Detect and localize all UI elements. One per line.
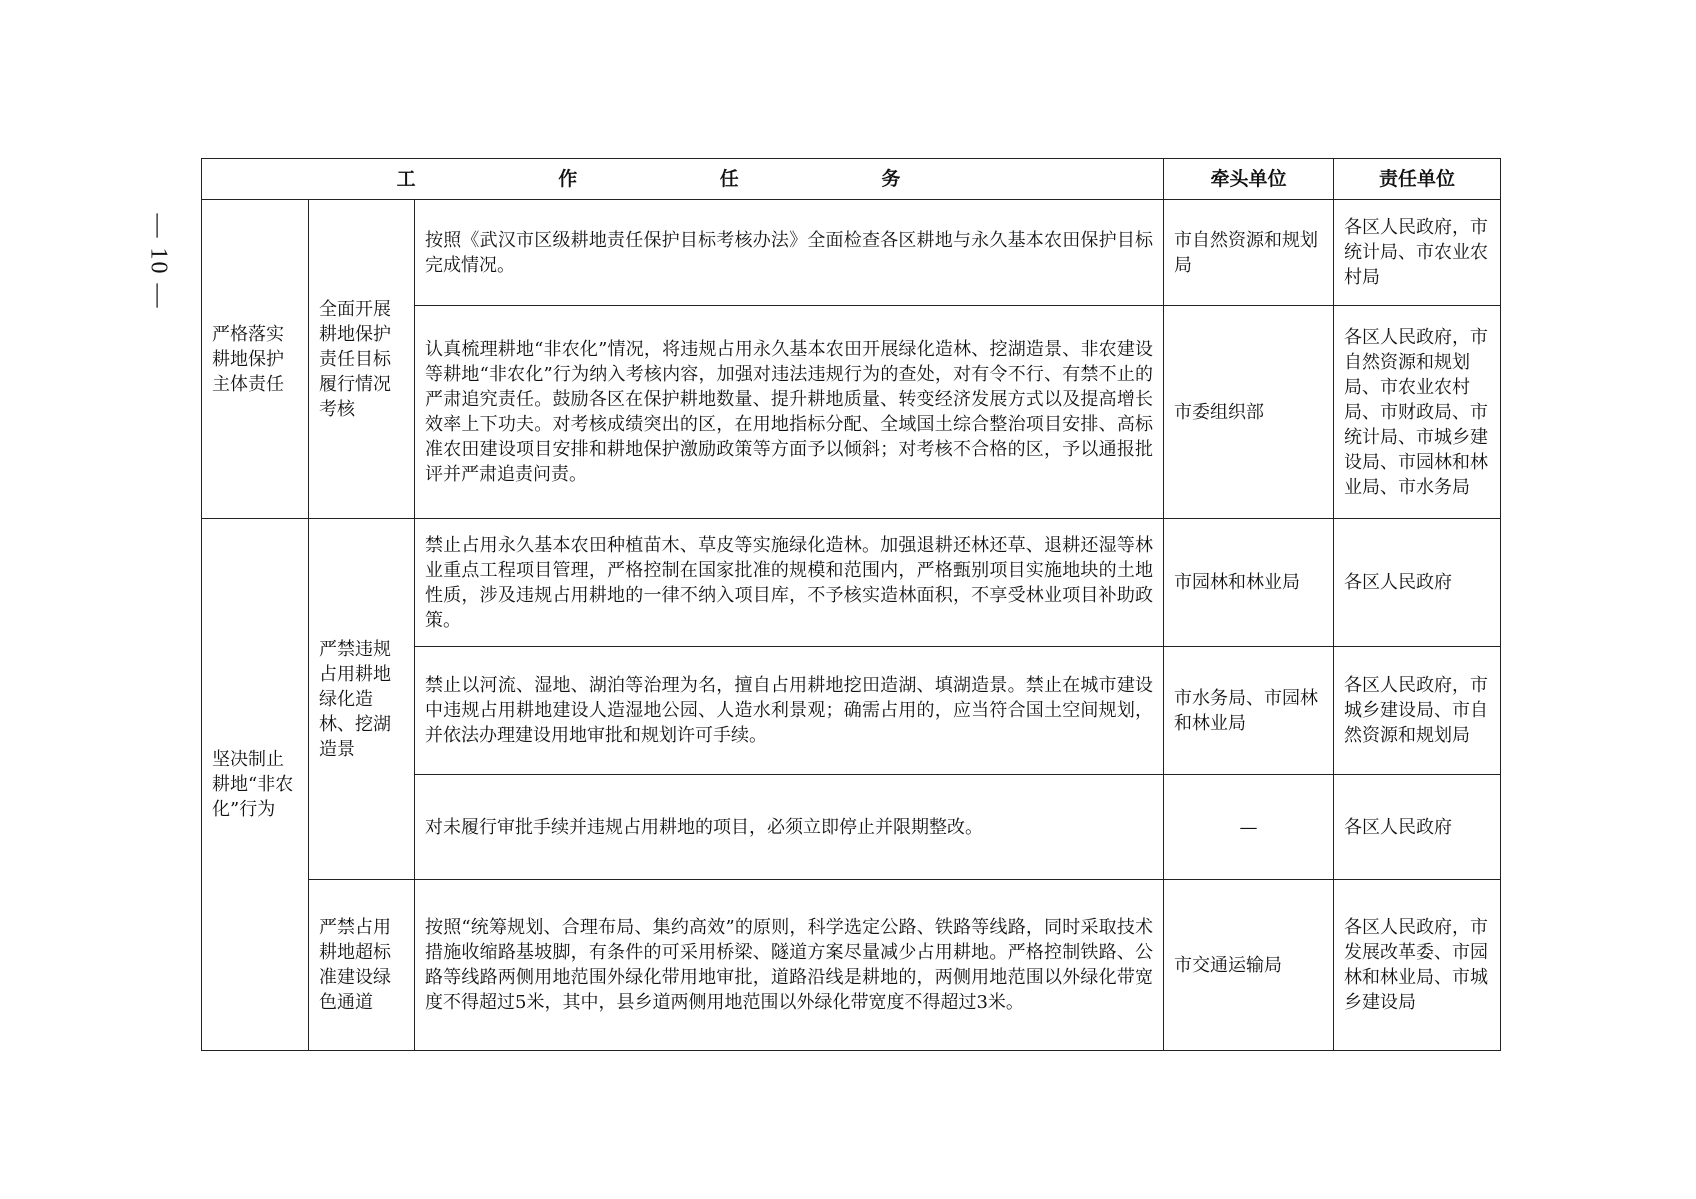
header-responsible-unit: 责任单位 xyxy=(1334,159,1501,200)
task-cell: 禁止占用永久基本农田种植苗木、草皮等实施绿化造林。加强退耕还林还草、退耕还湿等林业重点工程项目管理，严格控制在国家批准的规模和范围内，严格甄别项目实施地块的土地性质，涉及违规占用耕地的一律不纳入项目库，不予核实造林面积，不享受林业项目补助政策。 xyxy=(415,519,1164,647)
subcategory-cell: 严禁违规占用耕地绿化造林、挖湖造景 xyxy=(309,519,415,880)
table-row xyxy=(202,519,1501,647)
table-row xyxy=(202,200,1501,306)
responsible-unit-cell: 各区人民政府 xyxy=(1334,519,1501,647)
subcategory-cell: 全面开展耕地保护责任目标履行情况考核 xyxy=(309,200,415,519)
lead-unit-cell: 市交通运输局 xyxy=(1164,880,1334,1051)
category-cell: 坚决制止耕地“非农化”行为 xyxy=(202,519,309,1051)
task-cell: 对未履行审批手续并违规占用耕地的项目，必须立即停止并限期整改。 xyxy=(415,775,1164,880)
lead-unit-cell: — xyxy=(1164,775,1334,880)
subcategory-cell: 严禁占用耕地超标准建设绿色通道 xyxy=(309,880,415,1051)
header-task: 工 作 任 务 xyxy=(202,159,1164,200)
category-cell: 严格落实耕地保护主体责任 xyxy=(202,200,309,519)
lead-unit-cell: 市园林和林业局 xyxy=(1164,519,1334,647)
page-number-text: — 10 — xyxy=(145,213,172,309)
responsible-unit-cell: 各区人民政府，市统计局、市农业农村局 xyxy=(1334,200,1501,306)
task-table xyxy=(201,158,1501,1051)
task-cell: 禁止以河流、湿地、湖泊等治理为名，擅自占用耕地挖田造湖、填湖造景。禁止在城市建设中违规占用耕地建设人造湿地公园、人造水利景观；确需占用的，应当符合国土空间规划，并依法办理建设用地审批和规划许可手续。 xyxy=(415,647,1164,775)
lead-unit-cell: 市水务局、市园林和林业局 xyxy=(1164,647,1334,775)
task-cell: 认真梳理耕地“非农化”情况，将违规占用永久基本农田开展绿化造林、挖湖造景、非农建设等耕地“非农化”行为纳入考核内容，加强对违法违规行为的查处，对有令不行、有禁不止的严肃追究责任。鼓励各区在保护耕地数量、提升耕地质量、转变经济发展方式以及提高增长效率上下功夫。对考核成绩突出的区，在用地指标分配、全域国土综合整治项目安排、高标准农田建设项目安排和耕地保护激励政策等方面予以倾斜；对考核不合格的区，予以通报批评并严肃追责问责。 xyxy=(415,306,1164,519)
lead-unit-cell: 市自然资源和规划局 xyxy=(1164,200,1334,306)
header-lead-unit: 牵头单位 xyxy=(1164,159,1334,200)
page-number xyxy=(138,186,178,336)
responsible-unit-cell: 各区人民政府，市自然资源和规划局、市农业农村局、市财政局、市统计局、市城乡建设局、市园林和林业局、市水务局 xyxy=(1334,306,1501,519)
responsible-unit-cell: 各区人民政府，市发展改革委、市园林和林业局、市城乡建设局 xyxy=(1334,880,1501,1051)
responsible-unit-cell: 各区人民政府，市城乡建设局、市自然资源和规划局 xyxy=(1334,647,1501,775)
task-cell: 按照“统筹规划、合理布局、集约高效”的原则，科学选定公路、铁路等线路，同时采取技术措施收缩路基坡脚，有条件的可采用桥梁、隧道方案尽量减少占用耕地。严格控制铁路、公路等线路两侧用地范围外绿化带用地审批，道路沿线是耕地的，两侧用地范围以外绿化带宽度不得超过5米，其中，县乡道两侧用地范围以外绿化带宽度不得超过3米。 xyxy=(415,880,1164,1051)
task-cell: 按照《武汉市区级耕地责任保护目标考核办法》全面检查各区耕地与永久基本农田保护目标完成情况。 xyxy=(415,200,1164,306)
table-header-row xyxy=(202,159,1501,200)
responsible-unit-cell: 各区人民政府 xyxy=(1334,775,1501,880)
table-row xyxy=(202,880,1501,1051)
lead-unit-cell: 市委组织部 xyxy=(1164,306,1334,519)
